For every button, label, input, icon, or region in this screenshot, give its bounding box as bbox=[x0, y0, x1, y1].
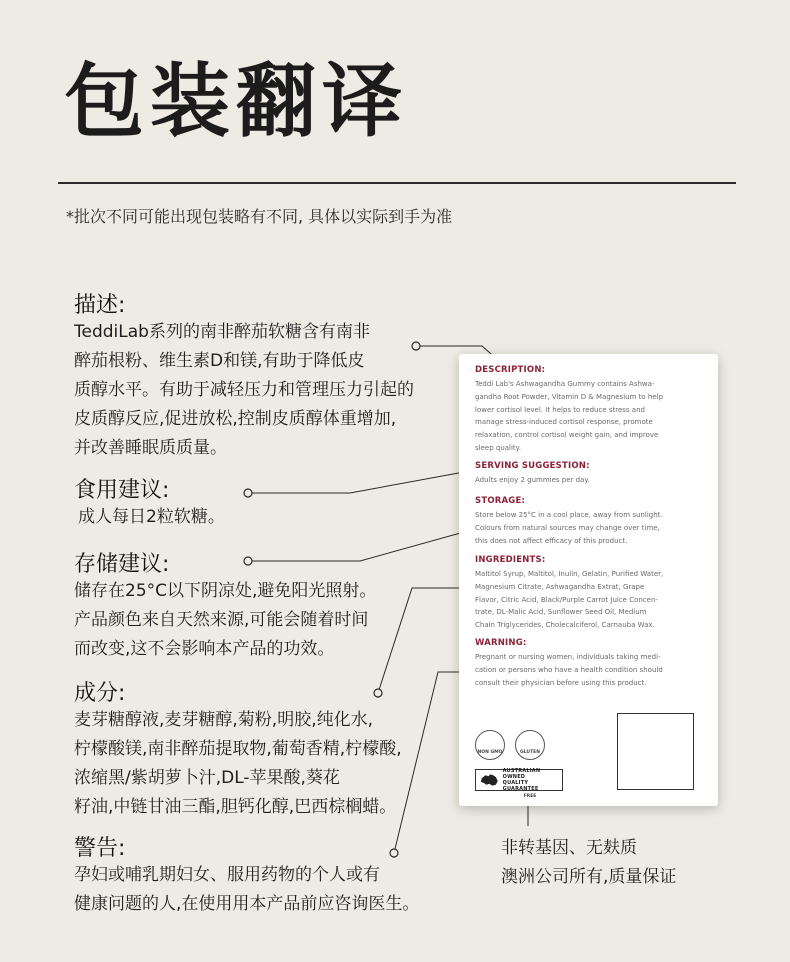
dot-description bbox=[412, 342, 420, 350]
badge-line: AUSTRALIAN OWNED bbox=[502, 768, 541, 780]
batch-note: *批次不同可能出现包装略有不同, 具体以实际到手为准 bbox=[66, 207, 453, 226]
gluten-free-seal-text: GLUTEN FREE bbox=[520, 750, 540, 799]
description-line: 并改善睡眠质质量。 bbox=[74, 438, 227, 458]
label-storage-text bbox=[475, 509, 705, 547]
storage-title: 存储建议: bbox=[74, 552, 170, 577]
serving-title: 食用建议: bbox=[74, 478, 170, 503]
label-description-line: manage stress-induced cortisol response, promote bbox=[475, 418, 653, 427]
australian-owned-badge bbox=[475, 769, 563, 791]
dot-warning bbox=[390, 849, 398, 857]
label-storage-line: this does not affect efficacy of this product. bbox=[475, 536, 628, 545]
dot-serving bbox=[244, 489, 252, 497]
callout-line: 非转基因、无麸质 bbox=[501, 838, 637, 858]
label-ingredients-text bbox=[475, 568, 705, 632]
label-ingredients-line: Maltitol Syrup, Maltitol, Inulin, Gelatin, Purified Water, bbox=[475, 570, 664, 578]
label-storage-line: Colours from natural sources may change over time, bbox=[475, 523, 660, 532]
serving-line: 成人每日2粒软糖。 bbox=[78, 507, 225, 527]
blank-box bbox=[617, 713, 694, 790]
non-gmo-seal-icon bbox=[475, 730, 505, 760]
badge-line: QUALITY GUARANTEE bbox=[502, 780, 539, 792]
non-gmo-seal-text: NON GMO bbox=[477, 750, 503, 755]
description-line: 皮质醇反应,促进放松,控制皮质醇体重增加, bbox=[74, 409, 397, 429]
label-ingredients-line: Magnesium Citrate, Ashwagandha Extrat, Grape bbox=[475, 582, 645, 591]
storage-line: 储存在25°C以下阴凉处,避免阳光照射。 bbox=[74, 581, 377, 601]
label-description-heading: DESCRIPTION: bbox=[475, 365, 546, 375]
label-description-line: relaxation, control cortisol weight gain, and improve bbox=[475, 431, 659, 440]
warning-line: 健康问题的人,在使用用本产品前应咨询医生。 bbox=[74, 894, 420, 914]
label-warning-line: cation or persons who have a health condition should bbox=[475, 665, 663, 674]
label-ingredients-line: Chain Triglycerides, Cholecalciferol, Carnauba Wax. bbox=[475, 621, 655, 630]
label-serving-heading: SERVING SUGGESTION: bbox=[475, 461, 590, 471]
ingredients-line: 籽油,中链甘油三酯,胆钙化醇,巴西棕榈蜡。 bbox=[74, 797, 397, 817]
label-description-text bbox=[475, 378, 705, 455]
label-ingredients-line: Flavor, Citric Acid, Black/Purple Carrot Juice Concen- bbox=[475, 595, 658, 604]
label-warning-heading: WARNING: bbox=[475, 638, 527, 648]
label-description-line: sleep quality. bbox=[475, 443, 522, 452]
warning-line: 孕妇或哺乳期妇女、服用药物的个人或有 bbox=[74, 865, 380, 885]
australia-map-icon bbox=[479, 772, 500, 788]
badge-text bbox=[503, 768, 562, 792]
description-line: TeddiLab系列的南非醉茄软糖含有南非 bbox=[74, 322, 370, 342]
label-description-line: gandha Root Powder, Vitamin D & Magnesium to help bbox=[475, 392, 664, 401]
label-warning-text bbox=[475, 651, 705, 689]
seal-callout-text bbox=[501, 834, 676, 892]
storage-line: 产品颜色来自天然来源,可能会随着时间 bbox=[74, 610, 369, 630]
connector-storage bbox=[248, 532, 464, 561]
product-label bbox=[459, 354, 718, 806]
ingredients-line: 浓缩黑/紫胡萝卜汁,DL-苹果酸,葵花 bbox=[74, 768, 340, 788]
warning-title: 警告: bbox=[74, 836, 126, 861]
dot-ingredients bbox=[374, 689, 382, 697]
label-warning-line: Pregnant or nursing women, individuals taking medi- bbox=[475, 653, 661, 661]
storage-line: 而改变,这不会影响本产品的功效。 bbox=[74, 639, 335, 659]
dot-storage bbox=[244, 557, 252, 565]
label-description-line: Teddi Lab's Ashwagandha Gummy contains Ashwa- bbox=[475, 380, 655, 388]
connector-ingredients bbox=[378, 588, 464, 693]
ingredients-title: 成分: bbox=[74, 681, 126, 706]
page-title: 包装翻译 bbox=[64, 55, 408, 148]
label-serving-line: Adults enjoy 2 gummies per day. bbox=[475, 476, 590, 484]
ingredients-line: 柠檬酸镁,南非醉茄提取物,葡萄香精,柠檬酸, bbox=[74, 739, 402, 759]
description-title: 描述: bbox=[74, 293, 126, 318]
label-serving-text bbox=[475, 474, 705, 487]
callout-line: 澳洲公司所有,质量保证 bbox=[501, 867, 677, 887]
connector-serving bbox=[248, 472, 464, 493]
description-line: 质醇水平。有助于减轻压力和管理压力引起的 bbox=[74, 380, 414, 400]
label-ingredients-heading: INGREDIENTS: bbox=[475, 555, 546, 565]
label-warning-line: consult their physician before using this product. bbox=[475, 678, 647, 687]
label-description-line: lower cortisol level. It helps to reduce stress and bbox=[475, 405, 645, 414]
description-line: 醉茄根粉、维生素D和镁,有助于降低皮 bbox=[74, 351, 365, 371]
label-storage-line: Store below 25°C in a cool place, away from sunlight. bbox=[475, 511, 663, 519]
ingredients-line: 麦芽糖醇液,麦芽糖醇,菊粉,明胶,纯化水, bbox=[74, 710, 374, 730]
label-storage-heading: STORAGE: bbox=[475, 496, 526, 506]
label-ingredients-line: trate, DL-Malic Acid, Sunflower Seed Oil, Medium bbox=[475, 608, 647, 617]
connector-warning bbox=[394, 672, 464, 853]
